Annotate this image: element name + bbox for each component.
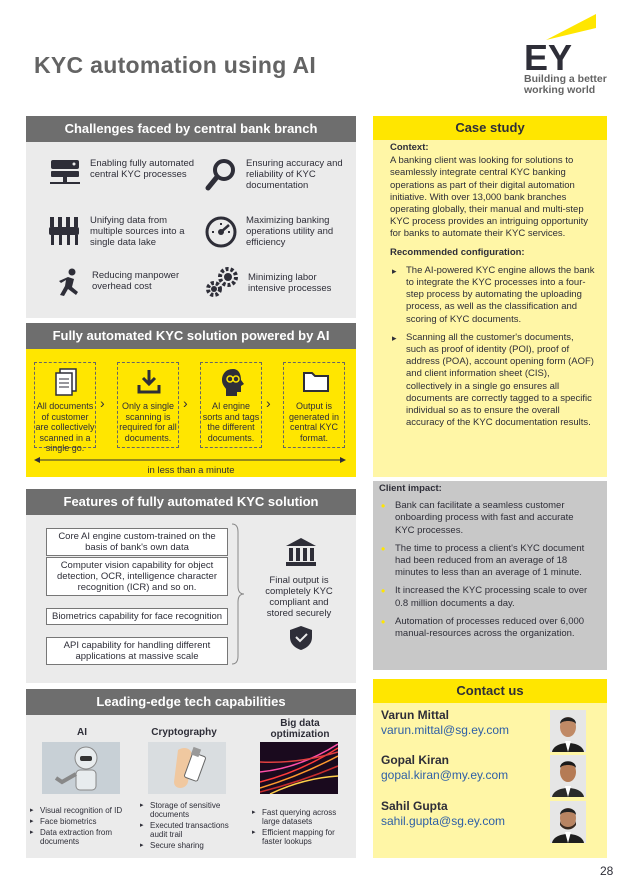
context-text: A banking client was looking for solutions to seamlessly integrate central KYC banking operations as part of their digital automation initiative. With over 13,000 bank branches operating globally, their manual and multi-step KYC process provides an intriguing opportunity for banks to automate their KYC services. (390, 155, 589, 240)
tech-list-bigdata (252, 808, 352, 848)
list-item: • It increased the KYC processing scale to over 0.8 million documents a day. (379, 585, 595, 609)
ey-logo (522, 10, 620, 72)
list-item: • Automation of processes reduced over 6,000 manual-resources across the organization. (379, 616, 595, 640)
svg-text:EY: EY (524, 37, 573, 72)
folder-icon (302, 367, 330, 395)
feature-box: Computer vision capability for object detection, OCR, intelligence character recognition (ICR) and so on. (46, 557, 228, 596)
contact-email[interactable]: sahil.gupta@sg.ey.com (381, 814, 506, 828)
challenge-item: Minimizing labor intensive processes (204, 266, 350, 298)
list-item: ▸ Fast querying across large datasets (252, 808, 352, 827)
list-item: • Bank can facilitate a seamless customer onboarding process with fast and accurate KYC processes. (379, 500, 595, 537)
timeline-label: in less than a minute (147, 465, 235, 476)
download-icon (136, 367, 162, 397)
final-output-text: Final output is completely KYC compliant and stored securely (265, 575, 333, 619)
list-item: ▸ Scanning all the customer's documents, such as proof of identity (POI), proof of address (POA), account opening form (AOF) and client information sheet (CIS), collectively in a single go ensures all documents are correctly tagged to a specific individual so as to ensure the overall accuracy of the KYC documentation results. (390, 332, 595, 430)
solution-step: All documents of customer are collectively scanned in a single go. (34, 362, 96, 448)
solution-step: Only a single scanning is required for all documents. (117, 362, 179, 448)
magnifier-icon (204, 158, 238, 192)
ai-head-icon (219, 367, 247, 399)
client-impact-list (379, 500, 595, 640)
solution-step: Output is generated in central KYC format. (283, 362, 345, 448)
challenge-item: Maximizing banking operations utility and efficiency (204, 215, 350, 249)
features-bracket (230, 522, 246, 666)
server-icon (48, 158, 82, 186)
client-impact-panel (373, 481, 607, 670)
tech-column-title: Cryptography (151, 727, 217, 738)
challenge-item: Enabling fully automated central KYC processes (48, 158, 196, 186)
challenge-item: Ensuring accuracy and reliability of KYC documentation (204, 158, 350, 192)
gauge-icon (204, 215, 238, 249)
documents-icon (53, 367, 79, 399)
logo-tagline: Building a better working world (524, 73, 607, 96)
avatar (550, 755, 586, 797)
tech-list-crypto (140, 801, 248, 852)
contact-header: Contact us (373, 679, 607, 703)
case-study-panel (373, 140, 607, 477)
data-sources-icon (48, 215, 82, 247)
gears-icon (204, 266, 240, 298)
bank-icon (284, 536, 318, 568)
fiber-optics-image (260, 742, 338, 794)
contact-name: Sahil Gupta (381, 799, 448, 813)
list-item: ▸ The AI-powered KYC engine allows the bank to integrate the KYC processes into a four-step process by automating the uploading process, as well as the classification and scoring of KYC documents. (390, 265, 595, 326)
features-header: Features of fully automated KYC solution (26, 489, 356, 515)
tech-column-title: Big data optimization (270, 718, 330, 740)
step-arrow: › (100, 395, 105, 411)
contact-email[interactable]: varun.mittal@sg.ey.com (381, 723, 509, 737)
feature-box: API capability for handling different applications at massive scale (46, 637, 228, 665)
timeline-arrow (34, 456, 346, 464)
context-label: Context: (390, 142, 429, 153)
contact-name: Varun Mittal (381, 708, 450, 722)
page-number: 28 (600, 864, 614, 878)
solution-header: Fully automated KYC solution powered by AI (26, 323, 356, 349)
client-impact-label: Client impact: (379, 483, 442, 494)
list-item: ▸ Efficient mapping for faster lookups (252, 828, 352, 847)
list-item: ▸ Storage of sensitive documents (140, 801, 248, 820)
config-label: Recommended configuration: (390, 246, 525, 258)
list-item: ▸ Visual recognition of ID (30, 806, 138, 815)
list-item: ▸ Secure sharing (140, 841, 248, 850)
config-list (390, 265, 595, 430)
list-item: ▸ Data extraction from documents (30, 828, 138, 847)
tech-column-title: AI (77, 727, 87, 738)
solution-step: AI engine sorts and tags the different documents. (200, 362, 262, 448)
feature-box: Biometrics capability for face recognition (46, 608, 228, 625)
challenge-item: Unifying data from multiple sources into a single data lake (48, 215, 196, 248)
shield-icon (288, 624, 314, 652)
page-title: KYC automation using AI (34, 52, 317, 78)
robot-image (42, 742, 120, 794)
contact-name: Gopal Kiran (381, 753, 450, 767)
challenges-header: Challenges faced by central bank branch (26, 116, 356, 142)
avatar (550, 710, 586, 752)
tech-header: Leading-edge tech capabilities (26, 689, 356, 715)
step-arrow: › (183, 395, 188, 411)
step-arrow: › (266, 395, 271, 411)
case-study-header: Case study (373, 116, 607, 140)
contact-email[interactable]: gopal.kiran@my.ey.com (381, 768, 509, 782)
avatar (550, 801, 586, 843)
feature-box: Core AI engine custom-trained on the basis of bank's own data (46, 528, 228, 556)
list-item: • The time to process a client's KYC document had been reduced from an average of 18 minutes to less than an average of 1 minute. (379, 543, 595, 580)
challenge-item: Reducing manpower overhead cost (52, 268, 200, 300)
runner-icon (52, 268, 84, 300)
list-item: ▸ Executed transactions audit trail (140, 821, 248, 840)
list-item: ▸ Face biometrics (30, 817, 138, 826)
tech-list-ai (30, 806, 138, 848)
usb-key-image (148, 742, 226, 794)
